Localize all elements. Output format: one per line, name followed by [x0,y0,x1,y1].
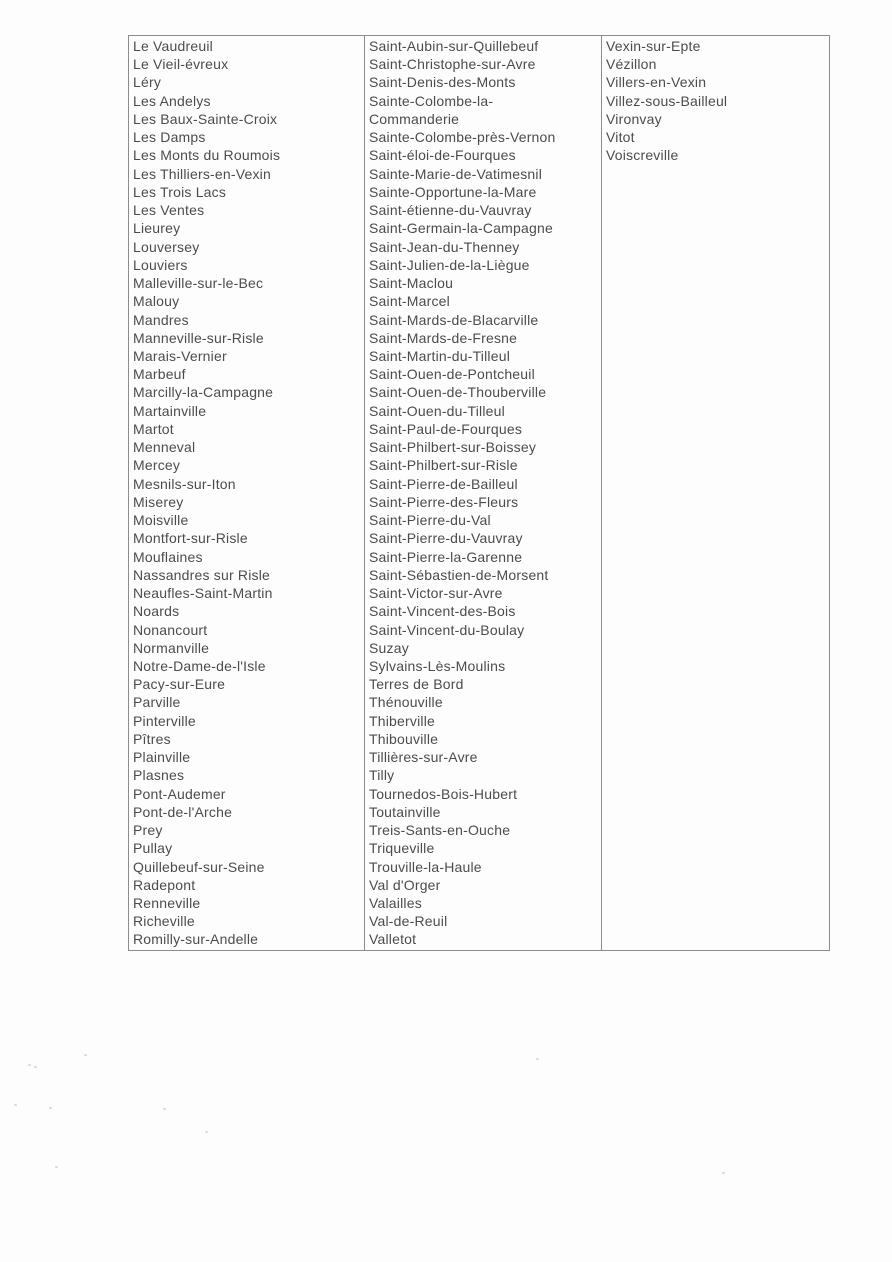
commune-name: Thénouville [369,694,443,711]
commune-name: Val-de-Reuil [369,913,448,930]
commune-name: Les Trois Lacs [133,183,227,200]
commune-name: Saint-Germain-la-Campagne [369,220,553,237]
commune-name: Saint-Pierre-la-Garenne [369,548,523,565]
commune-name: Saint-Pierre-du-Val [369,512,491,529]
commune-name: Parville [133,694,181,711]
commune-name: Villez-sous-Bailleul [606,92,728,109]
commune-name: Triqueville [369,840,435,857]
commune-name: Moisville [133,512,189,529]
commune-name: Malouy [133,293,180,310]
commune-name: Sainte-Colombe-près-Vernon [369,129,556,146]
commune-name: Saint-Julien-de-la-Liègue [369,256,530,273]
commune-name: Lieurey [133,220,181,237]
scan-speck [49,1107,52,1109]
commune-name: Le Vaudreuil [133,38,213,54]
commune-name: Treis-Sants-en-Ouche [369,822,511,839]
commune-name: Quillebeuf-sur-Seine [133,858,265,875]
commune-name: Saint-Victor-sur-Avre [369,585,503,602]
commune-name: Saint-Philbert-sur-Risle [369,457,518,474]
commune-name: Tournedos-Bois-Hubert [369,785,518,802]
commune-name: Voiscreville [606,147,679,164]
commune-name: Saint-Denis-des-Monts [369,74,516,91]
scan-speck [55,1166,58,1168]
commune-name: Mesnils-sur-Iton [133,475,236,492]
commune-name: Vitot [606,129,635,146]
commune-name: Les Ventes [133,202,205,219]
commune-name: Nonancourt [133,621,208,638]
commune-name: Les Damps [133,129,206,146]
commune-name: Val d'Orger [369,876,441,893]
commune-column-1 [129,36,365,950]
commune-name: Plainville [133,749,191,766]
commune-name: Nassandres sur Risle [133,566,271,583]
commune-name: Léry [133,74,162,91]
commune-name: Le Vieil-évreux [133,56,229,73]
commune-name: Saint-Ouen-du-Tilleul [369,402,505,419]
commune-name: Vironvay [606,110,662,127]
commune-name: Manneville-sur-Risle [133,329,264,346]
commune-name: Toutainville [369,803,441,820]
commune-name: Saint-Pierre-des-Fleurs [369,493,519,510]
commune-name: Terres de Bord [369,676,464,693]
commune-name: Pullay [133,840,173,857]
commune-name: Marbeuf [133,366,186,383]
commune-name: Saint-Christophe-sur-Avre [369,56,536,73]
commune-column-3 [602,36,829,950]
commune-name: Saint-Vincent-du-Boulay [369,621,525,638]
commune-name: Les Baux-Sainte-Croix [133,110,278,127]
commune-name: Montfort-sur-Risle [133,530,248,547]
commune-name: Sylvains-Lès-Moulins [369,657,506,674]
commune-name: Pacy-sur-Eure [133,676,226,693]
commune-name: Suzay [369,639,409,656]
commune-name: Saint-Pierre-de-Bailleul [369,475,518,492]
commune-name: Villers-en-Vexin [606,74,707,91]
commune-name: Sainte-Marie-de-Vatimesnil [369,165,543,182]
commune-name: Prey [133,822,163,839]
commune-name: Louversey [133,238,200,255]
commune-name: Saint-Ouen-de-Pontcheuil [369,366,535,383]
commune-name: Saint-Paul-de-Fourques [369,420,523,437]
commune-name: Normanville [133,639,210,656]
commune-name: Valailles [369,895,422,912]
commune-name: Mercey [133,457,181,474]
commune-name: Renneville [133,895,201,912]
commune-name: Radepont [133,876,196,893]
commune-name: Saint-Maclou [369,275,454,292]
commune-name: Romilly-sur-Andelle [133,931,259,948]
commune-name: Trouville-la-Haule [369,858,482,875]
commune-name: Thibouville [369,730,439,747]
commune-name: Sainte-Opportune-la-Mare [369,183,537,200]
commune-name: Les Andelys [133,92,211,109]
scan-speck [163,1108,166,1110]
commune-name: Mouflaines [133,548,203,565]
commune-name: Pont-Audemer [133,785,226,802]
commune-name: Pîtres [133,730,171,747]
commune-name: Notre-Dame-de-l'Isle [133,657,266,674]
commune-name: Menneval [133,439,196,456]
commune-name: Saint-Aubin-sur-Quillebeuf [369,38,539,54]
commune-name: Mandres [133,311,189,328]
commune-name: Commanderie [369,110,460,127]
scan-speck [34,1066,37,1068]
commune-name: Tilly [369,767,395,784]
commune-name: Saint-Mards-de-Blacarville [369,311,539,328]
commune-name: Martot [133,420,174,437]
commune-name: Saint-Philbert-sur-Boissey [369,439,537,456]
commune-name: Saint-éloi-de-Fourques [369,147,516,164]
commune-name: Neaufles-Saint-Martin [133,585,273,602]
commune-name: Vexin-sur-Epte [606,38,701,54]
commune-column-2 [365,36,602,950]
commune-name: Saint-Jean-du-Thenney [369,238,520,255]
commune-name: Marcilly-la-Campagne [133,384,274,401]
commune-name: Miserey [133,493,184,510]
commune-name: Thiberville [369,712,435,729]
scan-speck [28,1064,31,1066]
scan-speck [14,1104,17,1106]
commune-name: Malleville-sur-le-Bec [133,275,264,292]
commune-name: Martainville [133,402,207,419]
commune-name: Saint-Vincent-des-Bois [369,603,516,620]
commune-table [128,35,830,951]
commune-name: Saint-étienne-du-Vauvray [369,202,532,219]
commune-name: Plasnes [133,767,185,784]
commune-name: Saint-Pierre-du-Vauvray [369,530,523,547]
commune-name: Valletot [369,931,417,948]
scan-speck [84,1054,87,1056]
commune-name: Saint-Marcel [369,293,450,310]
scan-speck [205,1131,208,1133]
commune-name: Tillières-sur-Avre [369,749,478,766]
scan-speck [722,1172,725,1174]
commune-name: Saint-Martin-du-Tilleul [369,347,511,364]
commune-name: Pont-de-l'Arche [133,803,233,820]
commune-name: Pinterville [133,712,196,729]
commune-name: Saint-Ouen-de-Thouberville [369,384,547,401]
commune-name: Saint-Sébastien-de-Morsent [369,566,549,583]
commune-name: Louviers [133,256,188,273]
commune-name: Les Thilliers-en-Vexin [133,165,271,182]
commune-name: Sainte-Colombe-la- [369,92,494,109]
commune-name: Noards [133,603,180,620]
commune-name: Marais-Vernier [133,347,227,364]
commune-name: Vézillon [606,56,657,73]
scan-speck [536,1058,539,1060]
commune-name: Richeville [133,913,195,930]
commune-name: Les Monts du Roumois [133,147,281,164]
commune-name: Saint-Mards-de-Fresne [369,329,518,346]
